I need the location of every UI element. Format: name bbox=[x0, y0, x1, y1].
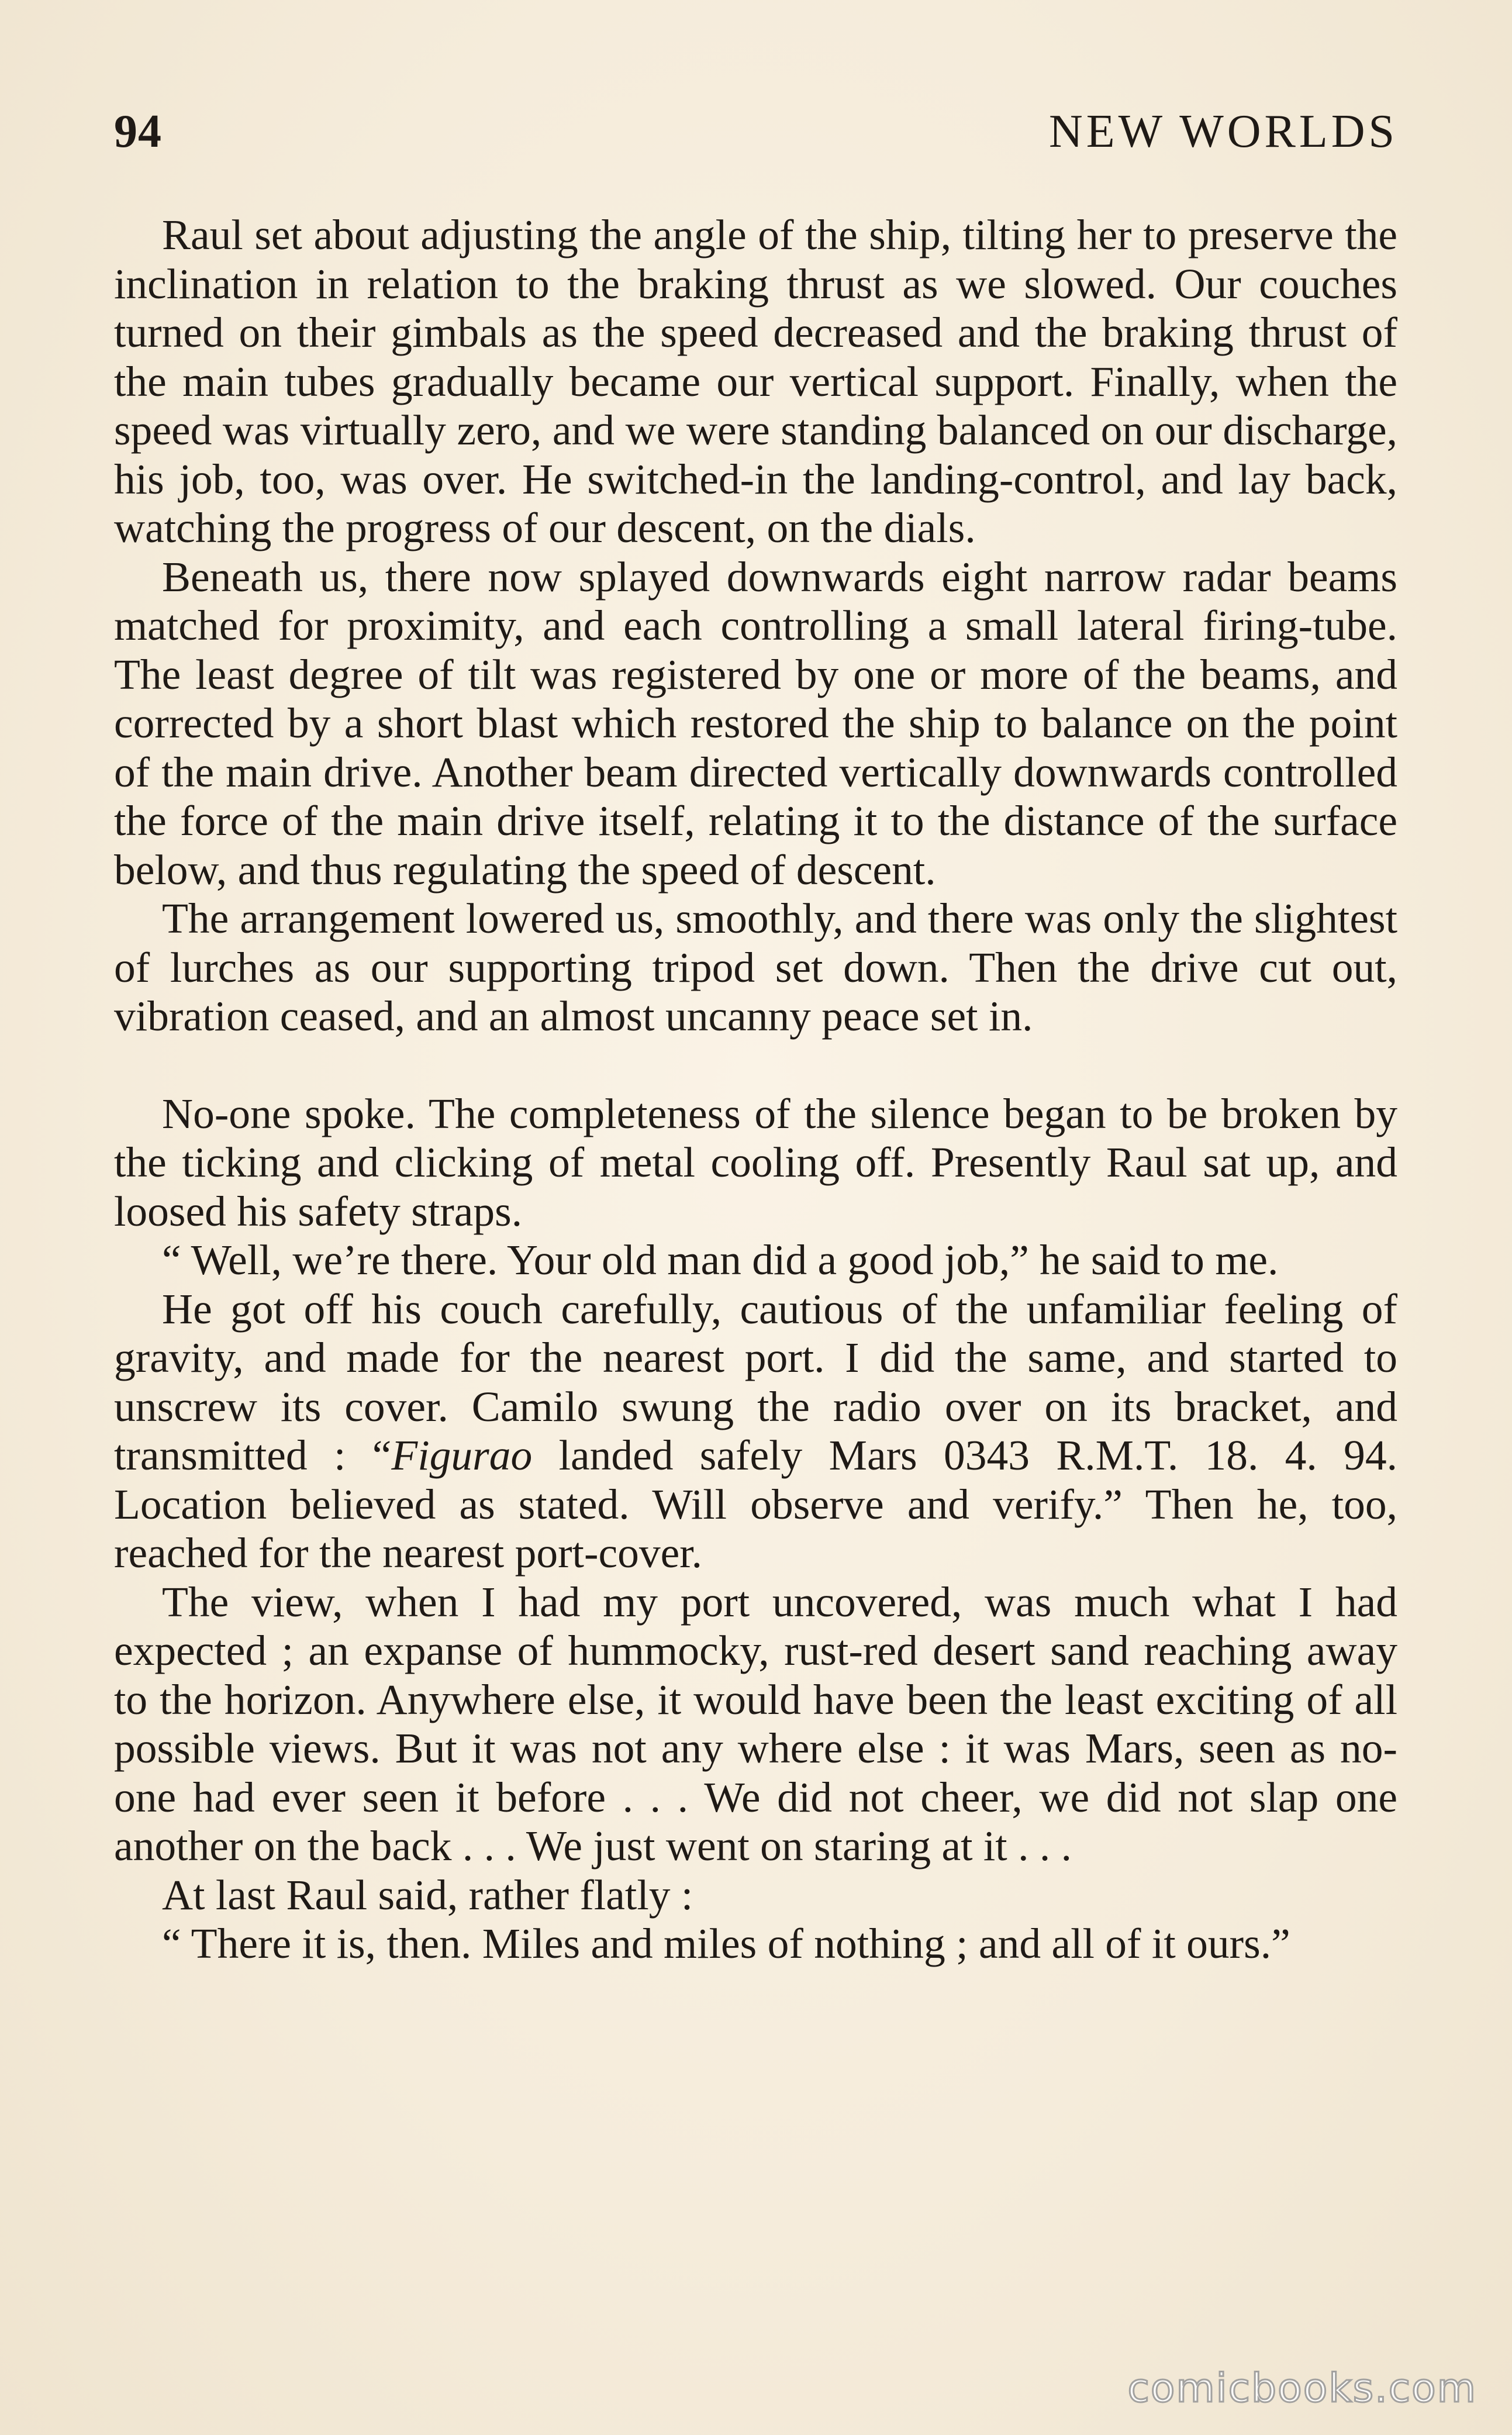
paragraph: The view, when I had my port uncovered, was much what I had expected ; an expanse of hummocky, rust-red desert sand reaching away to the horizon. Anywhere else, it would have been the least exciting of all possible views. But it was not any where else : it was Mars, seen as no-one had ever seen it before . . . We did not cheer, we did not slap one another on the back . . . We just went on staring at it . . . bbox=[114, 1578, 1397, 1870]
paragraph-text: He got off his couch carefully, cautious of the unfamiliar feeling of gravity, and made for the nearest port. I did the same, and started to unscrew its cover. Camilo swung the radio over on its bracket, and transmitted : “ bbox=[114, 1285, 1397, 1479]
paragraph: Raul set about adjusting the angle of the ship, tilting her to preserve the inclination in relation to the braking thrust as we slowed. Our couches turned on their gimbals as the speed decreased and the braking thrust of the main tubes gradually became our vertical support. Finally, when the speed was virtually zero, and we were standing balanced on our discharge, his job, too, was over. He switched-in the landing-control, and lay back, watching the progress of our descent, on the dials. bbox=[114, 211, 1397, 551]
paragraph: Beneath us, there now splayed downwards eight narrow radar beams matched for proximity, and each controlling a small lateral firing-tube. The least degree of tilt was registered by one or more of the beams, and corrected by a short blast which restored the ship to balance on the point of the main drive. Another beam directed vertically downwards controlled the force of the main drive itself, relating it to the distance of the surface below, and thus regulating the speed of descent. bbox=[114, 553, 1397, 894]
paragraph: The arrangement lowered us, smoothly, and there was only the slightest of lurches as our supporting tripod set down. Then the drive cut out, vibration ceased, and an almost uncanny peace set in. bbox=[114, 895, 1397, 1040]
paragraph: “ Well, we’re there. Your old man did a good job,” he said to me. bbox=[162, 1236, 1279, 1284]
paragraph: No-one spoke. The completeness of the silence began to be broken by the ticking and clicking of metal cooling off. Presently Raul sat up, and loosed his safety straps. bbox=[114, 1089, 1397, 1235]
section-break bbox=[114, 1041, 1397, 1089]
paragraph-text: landed safely Mars 0343 R.M.T. 18. 4. 94. Location believed as stated. Will observe and verify.” Then he, too, reached for the nearest port-cover. bbox=[114, 1432, 1397, 1577]
watermark-logo: comicbooks.com bbox=[1127, 2365, 1477, 2412]
paragraph bbox=[114, 1285, 1397, 1578]
page-number: 94 bbox=[114, 106, 162, 157]
paragraph: At last Raul said, rather flatly : bbox=[162, 1871, 693, 1919]
ship-name: Figurao bbox=[391, 1432, 533, 1479]
paragraph: “ There it is, then. Miles and miles of nothing ; and all of it ours.” bbox=[162, 1920, 1290, 1967]
page-header bbox=[114, 105, 1398, 170]
body-text bbox=[114, 211, 1397, 1968]
running-head: NEW WORLDS bbox=[1048, 106, 1398, 157]
